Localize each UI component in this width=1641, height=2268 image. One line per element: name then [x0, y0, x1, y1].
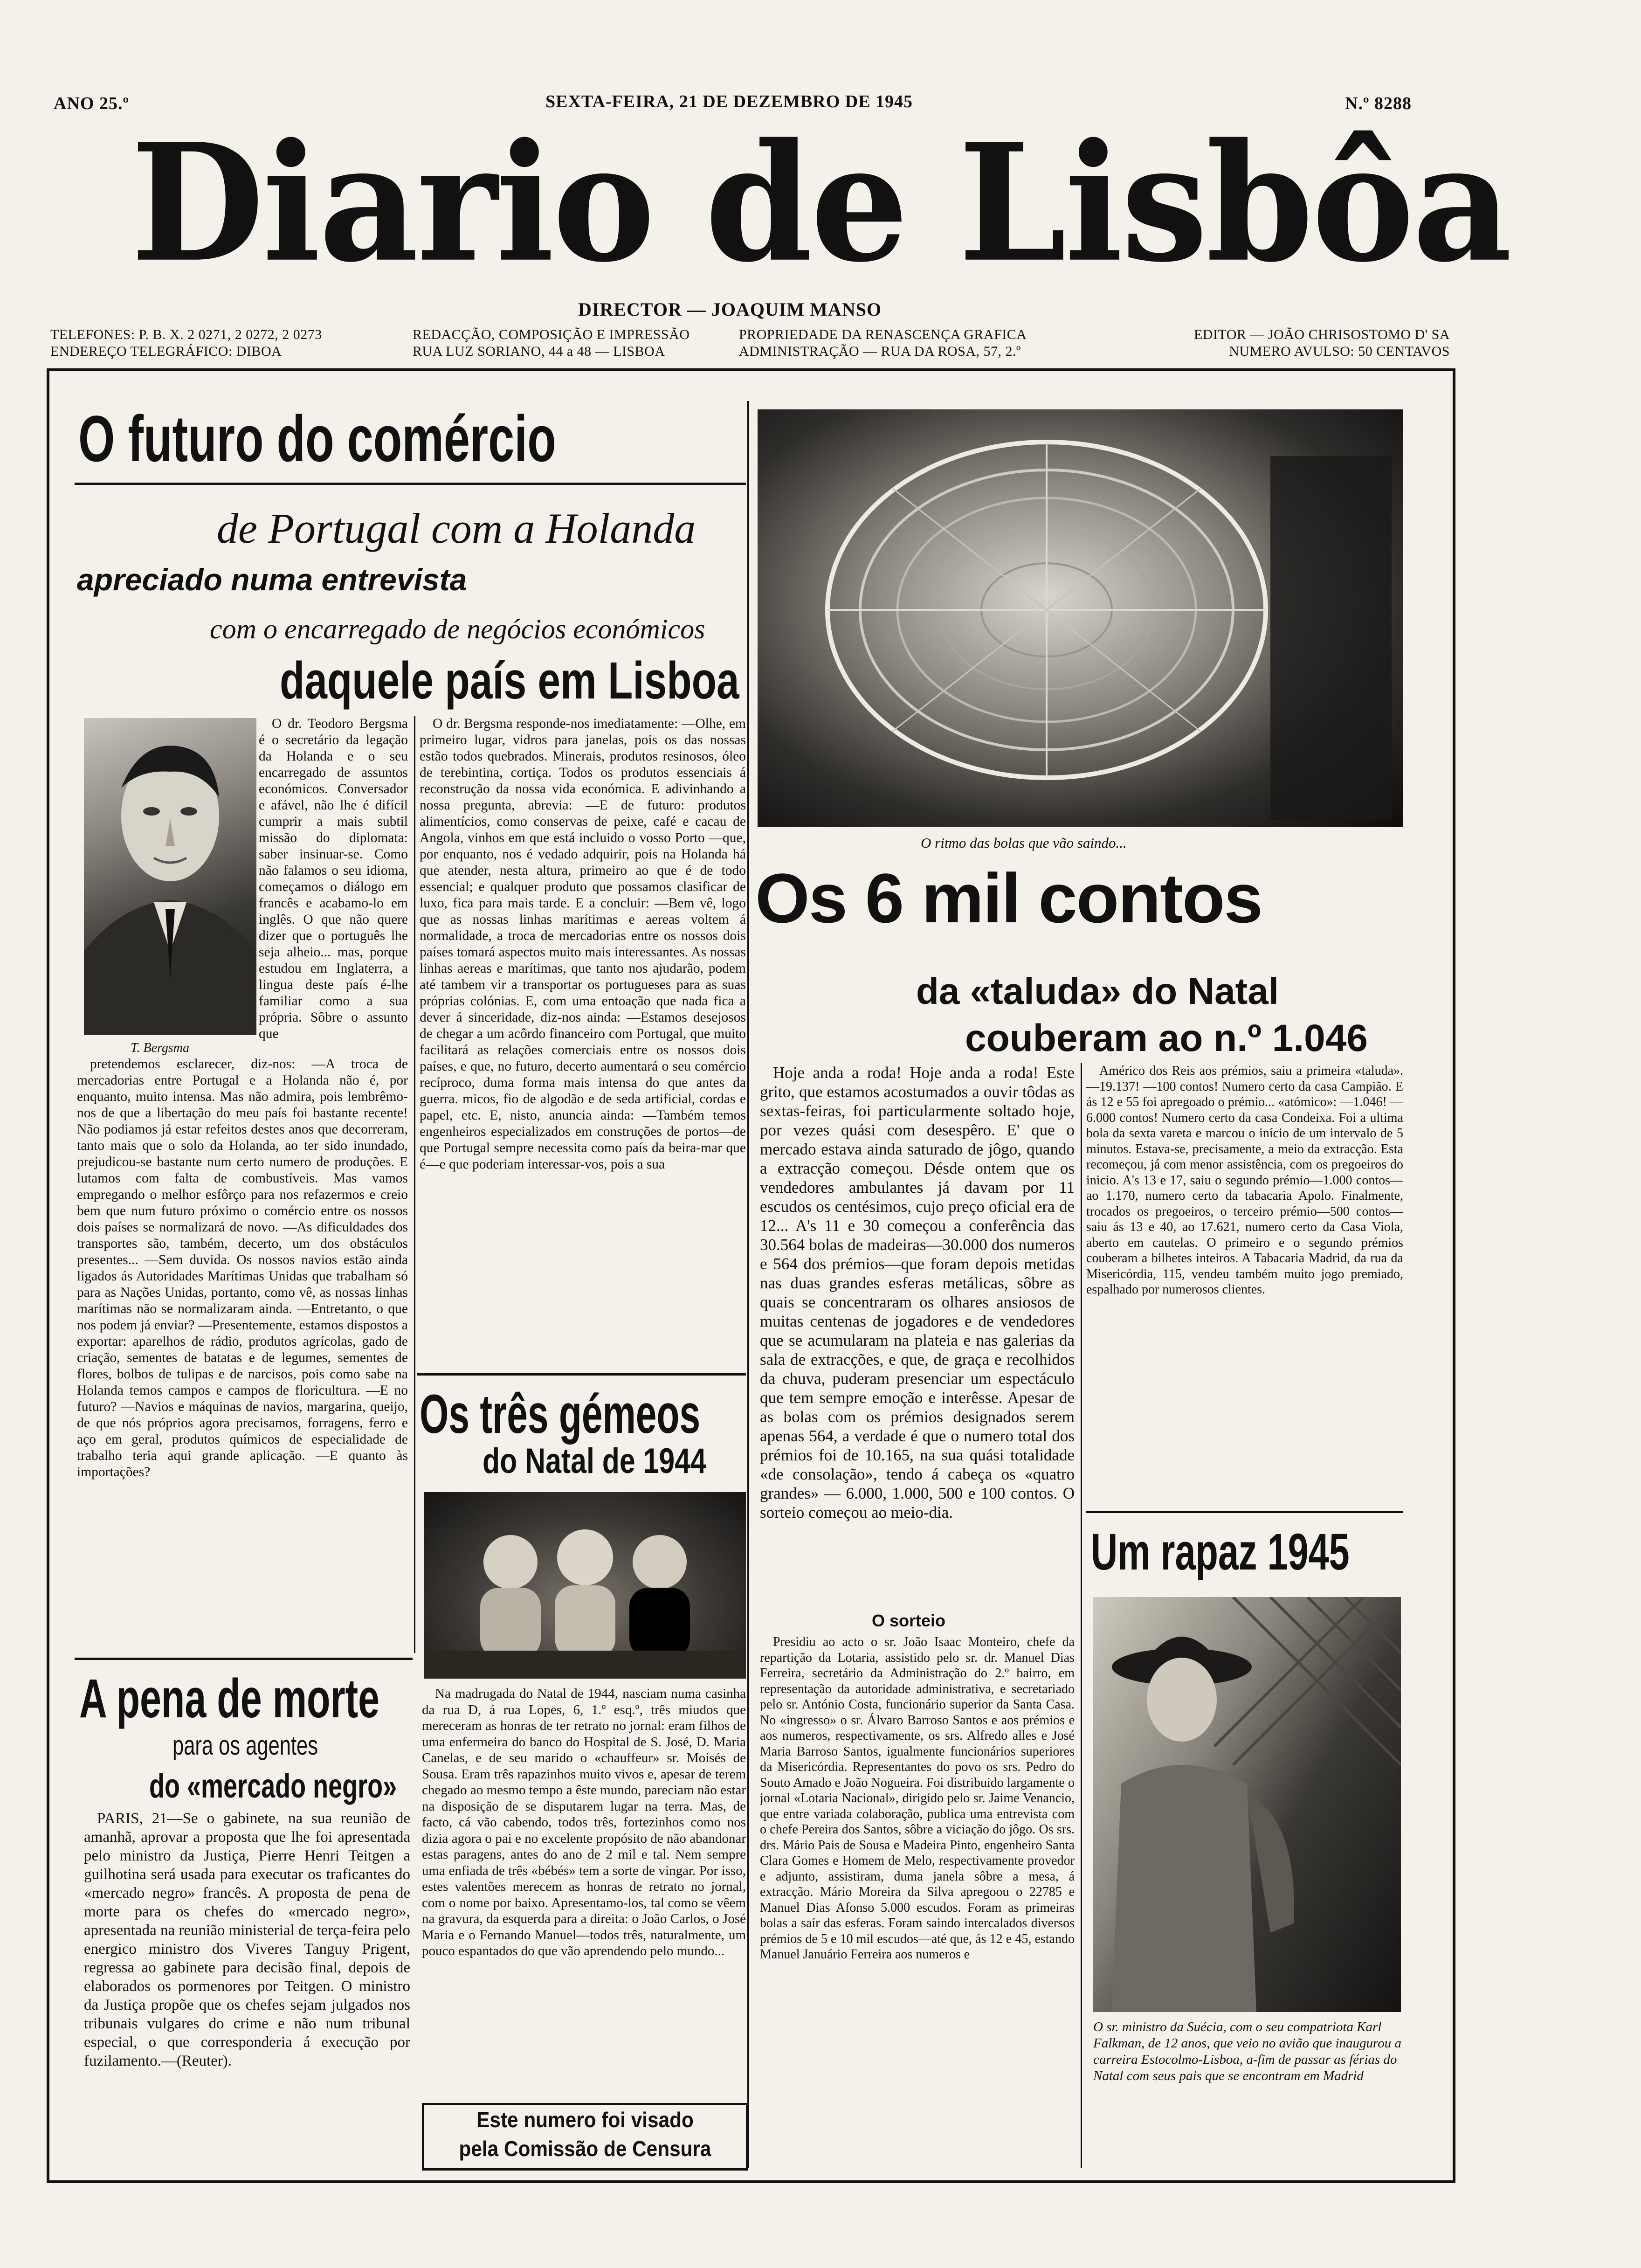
header-redaccao: REDACÇÃO, COMPOSIÇÃO E IMPRESSÃO RUA LUZ SORIANO, 44 a 48 — LISBOA	[413, 327, 690, 359]
article4-sub2: couberam ao n.º 1.046	[965, 1017, 1368, 1059]
masthead: Diario de Lisbôa	[131, 108, 1510, 298]
section-rule-2	[417, 1373, 746, 1376]
portrait-caption: T. Bergsma	[131, 1041, 189, 1055]
article1-sub4: daquele país em Lisboa	[280, 651, 739, 710]
header-phones: TELEFONES: P. B. X. 2 0271, 2 0272, 2 0273 ENDEREÇO TELEGRÁFICO: DIBOA	[50, 327, 322, 359]
main-divider	[747, 401, 749, 2168]
article1-sub1: de Portugal com a Holanda	[217, 505, 696, 552]
article1-sub2: apreciado numa entrevista	[77, 562, 467, 597]
article2-sub1: para os agentes	[172, 1730, 318, 1761]
article2-title: A pena de morte	[79, 1668, 380, 1729]
sorteio-heading: O sorteio	[872, 1611, 946, 1630]
article3-sub: do Natal de 1944	[483, 1441, 706, 1481]
article4-text-col1: Hoje anda a roda! Hoje anda a roda! Este grito, que estamos acostumados a ouvir tôdas as sextas-feiras, foi particularmente soltado hoje, por vezes quási com desespêro. E' que o mercado estava ainda saturado de jôgo, quando a extracção começou. Désde ontem que os vendedores ambulantes já davam por 11 escudos os centésimos, cujo preço oficial era de 12... A's 11 e 30 começou a conferência das 30.564 bolas de madeiras—30.000 dos numeros e 564 dos prémios—que foram depois metidas nas duas grandes esferas metálicas, sôbre as quais se concentraram os olhares ansiosos de muitas centenas de jogadores e de vendedores que se acumularam na plateia e nas galerias da sala de extracções, e que, de graça e recolhidos da chuva, puderam presenciar um espectáculo que tem sempre emoção e interêsse. Apesar de as bolas com os prémios designados serem apenas 564, a verdade é que o numero total dos prémios foi de 10.165, na sua quási totalidade «de consolação», tendo á cabeça os «quatro grandes» — 6.000, 1.000, 500 e 100 contos. O sorteio começou ao meio-dia.	[760, 1064, 1075, 1521]
lottery-photo	[758, 409, 1403, 827]
article1-title: O futuro do comércio	[78, 402, 556, 475]
article2-text: PARIS, 21—Se o gabinete, na sua reunião de amanhã, aprovar a proposta que lhe foi apresentada pelo ministro da Justiça, Pierre Henri Teitgen a guilhotina será usada para executar os traficantes do «mercado negro» francês. A proposta de pena de morte para os chefes do «mercado negro», apresentada na reunião ministerial de terça-feira pelo energico ministro dos Viveres Tanguy Prigent, regressa ao gabinete para decisão final, depois de elaborados os pormenores por Teitgen. O ministro da Justiça propõe que os chefes sejam julgados nos tribunais vulgares do crime e não num tribunal especial, o que corresponderia á execução por fuzilamento.—(Reuter).	[84, 1810, 410, 2069]
triplets-figure	[424, 1492, 746, 1679]
article4-text-col2: Américo dos Reis aos prémios, saiu a primeira «taluda». —19.137! —100 contos! Numero certo da casa Campião. E ás 12 e 55 foi apregoado o prémio... «atómico»: —1.046! —6.000 contos! Numero certo da casa Condeixa. Foi a ultima bola da sexta vareta e marcou o início de um intervalo de 5 minutos. Estava-se, precisamente, a meio da extracção. Esta recomeçou, já com menor assistência, com os pregoeiros do inicio. A's 13 e 17, saiu o segundo prémio—1.000 contos—ao 1.170, numero certo da tabacaria Apolo. Finalmente, trocados os pregoeiros, o terceiro prémio—500 contos—saiu ás 13 e 40, ao 17.621, numero certo da Casa Viola, aberto em cautelas. O primeiro e o segundo prémios couberam a bilhetes inteiros. A Tabacaria Madrid, da rua da Misericórdia, 115, vendeu também muito jogo premiado, espalhado por numerosos clientes.	[1086, 1064, 1403, 1297]
article1-text-col2: O dr. Bergsma responde-nos imediatamente: —Olhe, em primeiro lugar, vidros para janelas, pois os das nossas estão todos quebrados. Minerais, produtos resinosos, óleo de terebintina, cortiça. Todos os produtos essenciais á reconstrução da nossa vida económica. E adivinhando a nossa pregunta, abrevia: —E de futuro: produtos alimentícios, como conservas de peixe, café e cacau de Angola, vinhos em que está incluido o vosso Porto —que, por enquanto, nos é vedado adquirir, pois na Holanda há que atender, nesta altura, primeiro ao que é de todo essencial; e qualquer produto que possamos clasificar de luxo, fica para mais tarde. E a concluir: —Bem vê, logo que as nossas linhas marítimas e aereas voltem á normalidade, a troca de mercadorias entre os nossos dois países tomará aspectos muito mais interessantes. As nossas linhas aereas e marítimas, que tanto nos ajudarão, podem até tambem vir a transportar os portugueses para as suas próprias colónias. E, com uma entoação que nada fica a dever á sinceridade, diz-nos ainda: —Estamos desejosos de chegar a um acôrdo financeiro com Portugal, que muito facilitará as relações comerciais entre os nossos dois países, e que, no futuro, decerto aumentará o seu comércio recíproco, duma forma mais intensa do que antes da guerra. micos, fio de algodão e de seda artificial, cordas e papel, etc. E, nisto, anuncia ainda: —Também temos engenheiros especializados em construções de portos—de que Portugal sempre necessita como país da beira-mar que é—e que poderiam interessar-vos, pois a sua	[420, 716, 746, 1172]
year-label: ANO 25.º	[54, 94, 129, 113]
col-divider-right	[1081, 1063, 1082, 2168]
director-line: DIRECTOR — JOAQUIM MANSO	[578, 299, 882, 320]
article3-title: Os três gémeos	[420, 1383, 701, 1445]
title-rule	[75, 483, 746, 485]
article2-sub2: do «mercado negro»	[149, 1768, 397, 1805]
article5-title: Um rapaz 1945	[1091, 1523, 1350, 1581]
portrait-figure	[84, 718, 256, 1035]
lottery-caption: O ritmo das bolas que vão saindo...	[921, 835, 1127, 851]
article4-sub1: da «taluda» do Natal	[916, 970, 1279, 1012]
article1-sub3: com o encarregado de negócios económicos	[210, 614, 705, 644]
censorship-box	[422, 2103, 748, 2171]
header-editor: EDITOR — JOÃO CHRISOSTOMO D' SA NUMERO AVULSO: 50 CENTAVOS	[1193, 327, 1450, 359]
article4-sorteio-text: Presidiu ao acto o sr. João Isaac Monteiro, chefe da repartição da Lotaria, assistido pelo sr. dr. Manuel Dias Ferreira, secretário da Administração do 2.º bairro, em representação da autoridade administrativa, e secretariado pelo sr. António Costa, funcionário superior da Santa Casa. No «ingresso» o sr. Álvaro Barroso Santos e aos prémios e aos numeros, respectivamente, os srs. Alfredo alles e José Maria Barroso Santos, igualmente funcionários superiores da Misericórdia. Representantes do povo os srs. Pedro do Souto Amado e João Nogueira. Foi distribuido largamente o jornal «Lotaria Nacional», dirigido pelo sr. Jaime Venancio, que entre variada colaboração, publica uma entrevista com o chefe Pereira dos Santos, sôbre a viciação do jôgo. Os srs. drs. Mário Pais de Sousa e Madeira Pinto, engenheiro Santa Clara Gomes e Homem de Melo, respectivamente provedor e adjunto, assistiram, duma janela sôbre a mesa, á extracção. Mário Moreira da Silva apregoou o 22785 e Manuel Dias Afonso 5.000 escudos. Foram as primeiras bolas a saír das esferas. Foram saindo intercalados diversos prémios de 5 e 10 mil escudos—até que, ás 12 e 45, estando Manuel Januário Ferreira aos numeros e	[760, 1635, 1075, 1962]
section-rule-3	[1086, 1511, 1403, 1513]
col-divider	[414, 716, 415, 1653]
boy-photo	[1093, 1597, 1401, 2012]
header-propriedade: PROPRIEDADE DA RENASCENÇA GRAFICA ADMINISTRAÇÃO — RUA DA ROSA, 57, 2.º	[739, 327, 1027, 359]
article1-text-col1: pretendemos esclarecer, diz-nos: —A troca de mercadorias entre Portugal e a Holanda não é, por enquanto, muito intensa. Mas não admira, pois lembrêmo-nos de que a libertação do meu país foi bastante recente! Não podiamos já estar refeitos destes anos que decorreram, tanto mais que o solo da Holanda, ao ter sido inundado, prejudicou-se bastante num certo numero de produções. E lutamos com falta de combustíveis. Mas vamos empregando o melhor esfôrço para nos refazermos e creio bem que num futuro próximo o comércio entre os nossos dois países se normalizará de novo. —As dificuldades dos transportes são, também, decerto, um dos obstáculos presentes... —Sem duvida. Os nossos navios estão ainda ligados ás Autoridades Marítimas Unidas que trabalham só para as Nações Unidas, portanto, como vê, as nossas linhas marítimas não se normalizaram ainda. —Entretanto, o que nos podem já enviar? —Presentemente, estamos dispostos a exportar: aparelhos de rádio, produtos agrícolas, gado de criação, sementes de batatas e de legumes, sementes de flores, bolbos de tulipas e de narcisos, pois como sabe na Holanda temos campos e campos de floricultura. —E no futuro? —Navios e máquinas de navios, margarina, queijo, de que nós próprios agora precisamos, forragens, ferro e aço em geral, produtos químicos de especialidade de trabalho teria aqui grande aplicação. —E quanto às importações?	[77, 1057, 408, 1480]
article1-text-beside-photo: O dr. Teodoro Bergsma é o secretário da legação da Holanda e o seu encarregado de assuntos económicos. Conversador e afável, não lhe é difícil cumprir a mais subtil missão do diplomata: saber insinuar-se. Como não falamos o seu idioma, começamos o diálogo em francês e acabamo-lo em inglês. O que não quere dizer que o português lhe seja alheio... mas, porque estudou em Inglaterra, a lingua deste país é-lhe familiar como a sua própria. Sôbre o assunto que	[259, 716, 408, 1041]
lottery-sphere	[758, 409, 1403, 827]
article4-title: Os 6 mil contos	[755, 859, 1262, 937]
issue-number: N.º 8288	[1345, 94, 1412, 113]
portrait-photo	[84, 718, 256, 1035]
section-rule	[75, 1658, 413, 1660]
censorship-line2: pela Comissão de Censura	[459, 2137, 711, 2161]
triplets-photo	[424, 1492, 746, 1679]
boy-figure	[1093, 1597, 1401, 2012]
issue-date: SEXTA-FEIRA, 21 DE DEZEMBRO DE 1945	[545, 92, 913, 111]
censorship-line1: Este numero foi visado	[476, 2108, 694, 2132]
boy-caption: O sr. ministro da Suécia, com o seu compatriota Karl Falkman, de 12 anos, que veio no avião que inaugurou a carreira Estocolmo-Lisboa, a-fim de passar as férias do Natal com seus pais que se encontram em Madrid	[1093, 2019, 1401, 2083]
article3-text: Na madrugada do Natal de 1944, nasciam numa casinha da rua D, á rua Lopes, 6, 1.º esq.º, três miudos que mereceram as honras de ter retrato no jornal: eram filhos de uma enfermeira do banco do Hospital de S. José, D. Maria Canelas, e de seu marido o «chauffeur» sr. Moisés de Sousa. Eram três rapazinhos muito vivos e, apesar de terem chegado ao mesmo tempo a êste mundo, pareciam não estar na disposição de se disputarem lugar na terra. Mas, de facto, cá vão cabendo, todos três, fortezinhos como nos dizia agora o pai e no excelente propósito de não abandonar estas paragens, antes do ano de 2 mil e tal. Nem sempre uma enfiada de três «bébés» tem a sorte de vingar. Por isso, estes valentões merecem as honras de retrato no jornal, com o nome por baixo. Apresentamo-los, tal como se vêem na gravura, da esquerda para a direita: o João Carlos, o José Maria e o Fernando Manuel—todos três, naturalmente, um pouco espantados do que vão aprendendo pelo mundo...	[422, 1686, 746, 1958]
